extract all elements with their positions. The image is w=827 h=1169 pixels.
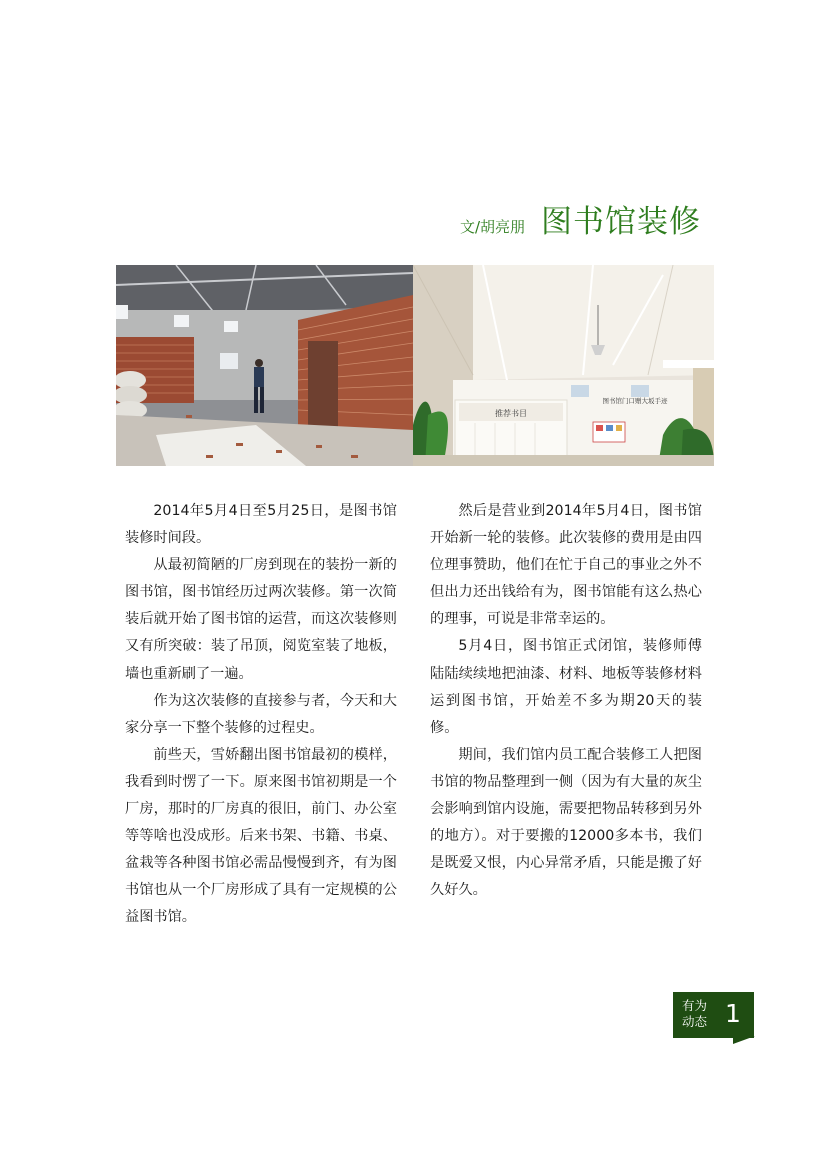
library-interior-photo xyxy=(413,265,714,466)
photo-strip xyxy=(116,265,714,466)
paragraph: 2014年5月4日至5月25日，是图书馆装修时间段。 xyxy=(125,503,397,547)
section-tag xyxy=(673,992,754,1038)
paragraph: 前些天，雪娇翻出图书馆最初的模样，我看到时愣了一下。原来图书馆初期是一个厂房，那时的厂房真的很旧，前门、办公室等等啥也没成形。后来书架、书籍、书桌、盆栽等各种图书馆必需品慢慢到齐，有为图书馆也从一个厂房形成了具有一定规模的公益图书馆。 xyxy=(125,746,397,926)
construction-photo xyxy=(116,265,413,466)
section-tag-label xyxy=(682,998,712,1030)
recommend-sign: 推荐书目 xyxy=(495,409,527,418)
paragraph: 然后是营业到2014年5月4日，图书馆开始新一轮的装修。此次装修的费用是由四位理事赞助，他们在忙于自己的事业之外不但出力还出钱给有为，图书馆能有这么热心的理事，可说是非常幸运的。 xyxy=(430,503,702,628)
article-title: 图书馆装修 xyxy=(541,204,701,240)
paragraph: 从最初简陋的厂房到现在的装扮一新的图书馆，图书馆经历过两次装修。第一次简装后就开始了图书馆的运营，而这次装修则又有所突破：装了吊顶，阅览室装了地板，墙也重新刷了一遍。 xyxy=(125,557,397,682)
article-author: 文/胡亮朋 xyxy=(459,218,525,236)
article-header xyxy=(460,196,701,241)
section-tag-line2: 动态 xyxy=(682,1014,708,1029)
page-number: 1 xyxy=(725,999,741,1028)
article-column-right xyxy=(430,498,702,904)
section-tag-line1: 有为 xyxy=(682,998,708,1013)
paragraph: 5月4日，图书馆正式闭馆，装修师傅陆陆续续地把油漆、材料、地板等装修材料运到图书馆，开始差不多为期20天的装修。 xyxy=(430,638,702,736)
section-tag-tail xyxy=(733,1036,755,1044)
wall-banner-text: 图书馆门口赠大坂手迹 xyxy=(602,397,668,405)
paragraph: 期间，我们馆内员工配合装修工人把图书馆的物品整理到一侧（因为有大量的灰尘会影响到馆内设施，需要把物品转移到另外的地方）。对于要搬的12000多本书，我们是既爱又恨，内心异常矛盾，只能是搬了好久好久。 xyxy=(430,746,702,899)
article-column-left xyxy=(125,498,397,932)
paragraph: 作为这次装修的直接参与者，今天和大家分享一下整个装修的过程史。 xyxy=(125,692,397,736)
